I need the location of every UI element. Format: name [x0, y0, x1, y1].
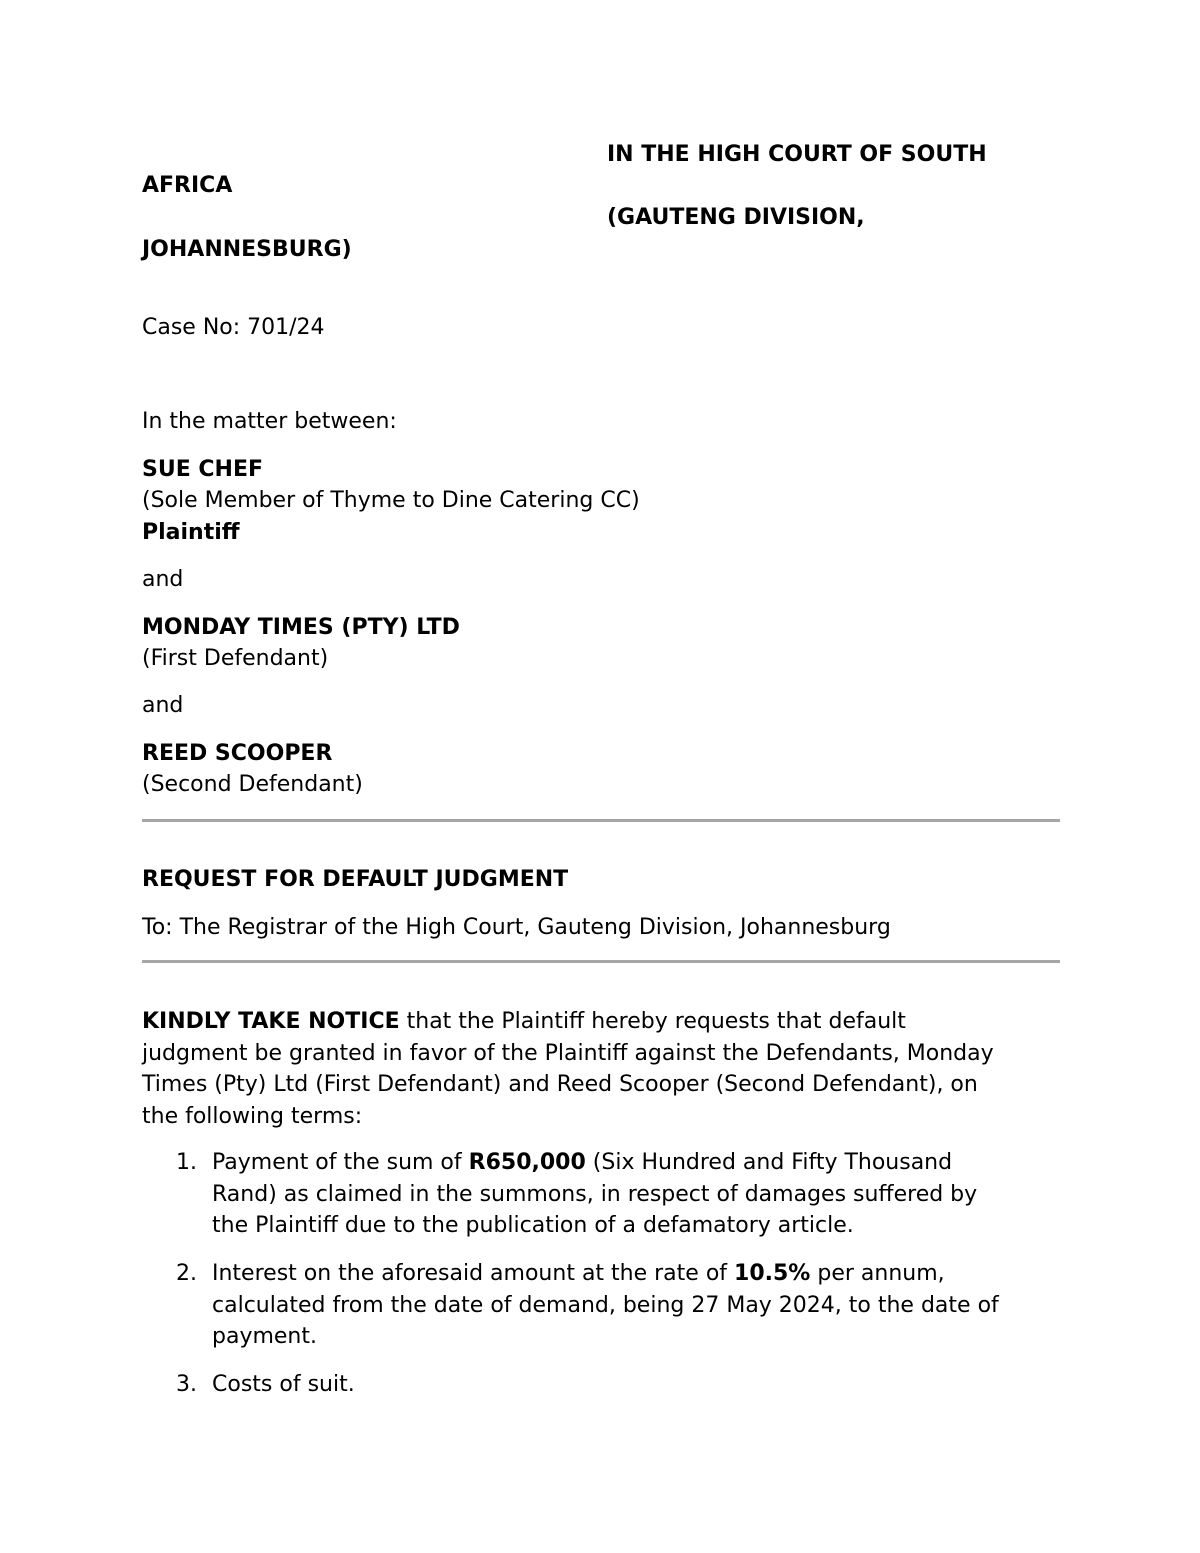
term-1-number: 1.: [176, 1150, 197, 1175]
term-2-text-pre: Interest on the aforesaid amount at the rate of: [212, 1261, 735, 1286]
second-defendant-name: REED SCOOPER: [142, 741, 333, 766]
term-3-line-1: Costs of suit.: [212, 1372, 355, 1397]
request-title: REQUEST FOR DEFAULT JUDGMENT: [142, 867, 569, 892]
court-name-line2: AFRICA: [142, 173, 233, 198]
term-2-rate: 10.5%: [734, 1261, 811, 1286]
term-2-number: 2.: [176, 1261, 197, 1286]
request-addressee: To: The Registrar of the High Court, Gauteng Division, Johannesburg: [142, 915, 891, 940]
term-3-number: 3.: [176, 1372, 197, 1397]
term-2-line-1: [212, 1258, 945, 1290]
term-2-text-post: per annum,: [810, 1261, 945, 1286]
notice-lead: KINDLY TAKE NOTICE: [142, 1009, 400, 1034]
plaintiff-role: Plaintiff: [142, 520, 240, 545]
notice-line-1-text: that the Plaintiff hereby requests that default: [399, 1009, 906, 1034]
term-1-amount: R650,000: [468, 1150, 586, 1175]
conjunction-and-1: and: [142, 567, 184, 592]
notice-line-2: judgment be granted in favor of the Plaintiff against the Defendants, Monday: [142, 1041, 994, 1066]
conjunction-and-2: and: [142, 693, 184, 718]
first-defendant-role: (First Defendant): [142, 646, 329, 671]
division-line1: (GAUTENG DIVISION,: [607, 205, 865, 230]
horizontal-rule-top: [142, 819, 1060, 822]
plaintiff-description: (Sole Member of Thyme to Dine Catering CC): [142, 488, 640, 513]
division-line2: JOHANNESBURG): [142, 237, 352, 262]
second-defendant-role: (Second Defendant): [142, 772, 363, 797]
term-1-text-post: (Six Hundred and Fifty Thousand: [585, 1150, 953, 1175]
plaintiff-name: SUE CHEF: [142, 457, 264, 482]
term-2-line-2: calculated from the date of demand, being 27 May 2024, to the date of: [212, 1293, 999, 1318]
notice-line-3: Times (Pty) Ltd (First Defendant) and Reed Scooper (Second Defendant), on: [142, 1072, 978, 1097]
term-1-line-3: the Plaintiff due to the publication of a defamatory article.: [212, 1213, 854, 1238]
first-defendant-name: MONDAY TIMES (PTY) LTD: [142, 615, 460, 640]
term-2-line-3: payment.: [212, 1324, 317, 1349]
horizontal-rule-bottom: [142, 960, 1060, 963]
term-1-line-1: [212, 1147, 952, 1179]
notice-line-1: [142, 1006, 906, 1038]
notice-line-4: the following terms:: [142, 1104, 363, 1129]
case-number: Case No: 701/24: [142, 315, 325, 340]
court-name-line1: IN THE HIGH COURT OF SOUTH: [607, 142, 987, 167]
term-1-line-2: Rand) as claimed in the summons, in respect of damages suffered by: [212, 1182, 978, 1207]
term-1-text-pre: Payment of the sum of: [212, 1150, 469, 1175]
matter-intro: In the matter between:: [142, 409, 397, 434]
